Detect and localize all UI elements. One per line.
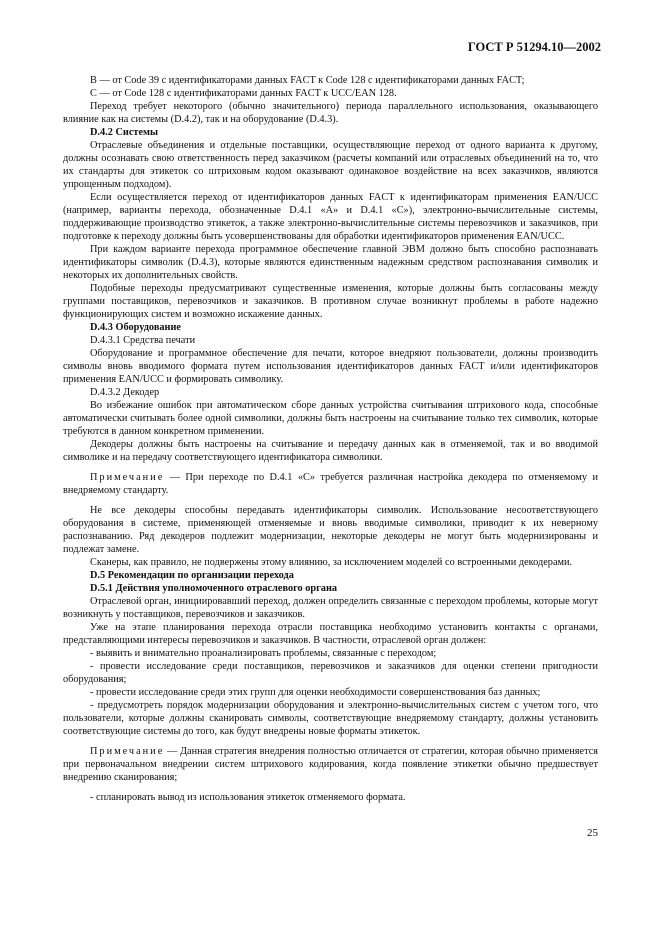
list-item: - спланировать вывод из использования этикеток отменяемого формата.: [90, 792, 406, 803]
paragraph: Если осуществляется переход от идентификаторов данных FACT к идентификаторам применения EAN/UCC (например, варианты перехода, обозначенные D.4.1 «А» и D.4.1 «С»), электронно-вычислительные системы, поддерживающие производство этикеток, а также электронно-вычислительные системы перевозчиков и заказчиков, при подготовке к переходу должны быть усовершенствованы для обработки идентификаторов применения EAN/UCC.: [63, 192, 598, 242]
paragraph: Не все декодеры способны передавать идентификаторы символик. Использование несоответствующего оборудования в системе, применяющей отменяемые и вновь вводимые символики, приводит к их неверному распознаванию. Ряд декодеров подлежит модернизации, некоторые декодеры не могут быть модернизированы и подлежат замене.: [63, 505, 598, 555]
list-item: - выявить и внимательно проанализировать проблемы, связанные с переходом;: [90, 648, 437, 659]
document-header: ГОСТ Р 51294.10—2002: [467, 40, 601, 54]
section-heading: D.5.1 Действия уполномоченного отраслевого органа: [90, 583, 338, 594]
paragraph: Подобные переходы предусматривают существенные изменения, которые должны быть согласованы между группами поставщиков, перевозчиков и заказчиков. В противном случае возникнут проблемы в работе надежно функционирующих систем и возможно искажение данных.: [63, 283, 598, 320]
note-text: — Данная стратегия внедрения полностью отличается от стратегии, которая обычно применяется при первоначальном внедрении систем штрихового кодирования, когда появление этикетки обычно предшествует внедрению сканирования;: [63, 746, 598, 783]
note-label: Примечание: [90, 472, 165, 483]
list-item: - провести исследование среди поставщиков, перевозчиков и заказчиков для оценки степени пригодности оборудования;: [63, 661, 598, 685]
paragraph: С — от Code 128 с идентификаторами данных FACT к UCC/EAN 128.: [90, 88, 397, 99]
paragraph: Переход требует некоторого (обычно значительного) периода параллельного использования, оказывающего влияние как на системы (D.4.2), так и на оборудование (D.4.3).: [63, 101, 598, 125]
subsection-heading: D.4.3.1 Средства печати: [90, 335, 196, 346]
note: [63, 745, 598, 784]
paragraph: Во избежание ошибок при автоматическом сборе данных устройства считывания штрихового кода, способные автоматически считывать более одной символики, должны быть настроены на считывание только тех символик, которые требуются в данном конкретном применении.: [63, 400, 598, 437]
note: [63, 471, 598, 497]
page-number: 25: [587, 827, 598, 839]
paragraph: Уже на этапе планирования перехода отрасли поставщика необходимо установить контакты с органами, представляющими интересы перевозчиков и заказчиков. В частности, отраслевой орган должен:: [63, 622, 598, 646]
page-body: [63, 74, 598, 804]
subsection-heading: D.4.3.2 Декодер: [90, 387, 160, 398]
paragraph: Сканеры, как правило, не подвержены этому влиянию, за исключением моделей со встроенными декодерами.: [90, 557, 573, 568]
section-heading: D.5 Рекомендации по организации перехода: [90, 570, 294, 581]
paragraph: Отраслевой орган, инициировавший переход, должен определить связанные с переходом проблемы, которые могут возникнуть у поставщиков, перевозчиков и заказчиков.: [63, 596, 598, 620]
list-item: - предусмотреть порядок модернизации оборудования и электронно-вычислительных систем с учетом того, что пользователи, которые должны сканировать символы, соответствующие внедряемому стандарту, должны установить соответствующие системы до того, как будут внедрены новые форматы этикеток.: [63, 700, 598, 737]
paragraph: Отраслевые объединения и отдельные поставщики, осуществляющие переход от одного варианта к другому, должны осознавать свою ответственность перед заказчиком (расчеты компаний или отраслевых объединений на то, что их стандарты для этикеток со штриховым кодом оказывают одинаковое воздействие на всех заказчиков, являются упрощенным подходом).: [63, 140, 598, 190]
paragraph: В — от Code 39 с идентификаторами данных FACT к Code 128 с идентификаторами данных FACT;: [90, 75, 525, 86]
note-text: — При переходе по D.4.1 «С» требуется различная настройка декодера по отменяемому и внедряемому стандарту.: [63, 472, 598, 496]
section-heading: D.4.2 Системы: [90, 127, 159, 138]
paragraph: Декодеры должны быть настроены на считывание и передачу данных как в отменяемой, так и во вводимой символике и на передачу соответствующего идентификатора символики.: [63, 439, 598, 463]
paragraph: При каждом варианте перехода программное обеспечение главной ЭВМ должно быть способно распознавать идентификаторы символик (D.4.3), которые являются единственным надежным средством распознавания символик и некоторых их дополнительных свойств.: [63, 244, 598, 281]
list-item: - провести исследование среди этих групп для оценки необходимости совершенствования баз данных;: [90, 687, 541, 698]
paragraph: Оборудование и программное обеспечение для печати, которое внедряют пользователи, должны производить символы вновь вводимого формата путем использования идентификаторов данных FACT и/или идентификаторов применения EAN/UCC и формировать символику.: [63, 348, 598, 385]
note-label: Примечание: [90, 746, 165, 757]
section-heading: D.4.3 Оборудование: [90, 322, 181, 333]
